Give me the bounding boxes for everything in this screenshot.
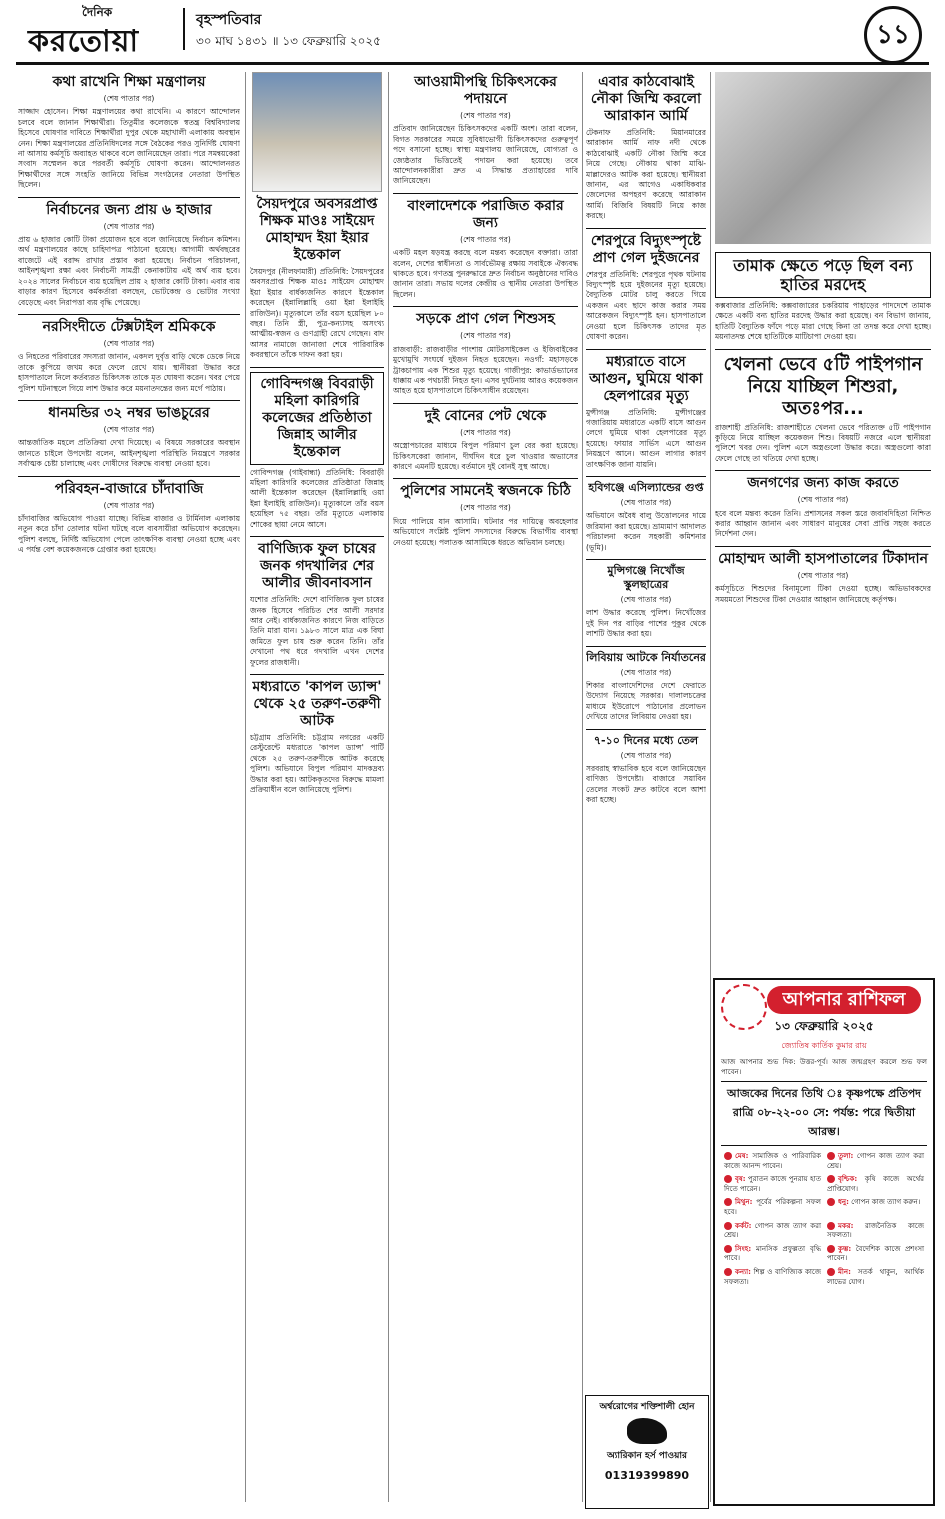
column-4 — [586, 72, 706, 1390]
zodiac-sign-icon — [827, 1222, 835, 1230]
ad-brand: অ্যারিকান হর্স পাওয়ার — [607, 1451, 687, 1461]
separator — [586, 729, 706, 730]
zodiac-sign-icon — [724, 1245, 732, 1253]
headline: গোবিন্দগঞ্জ বিবরাড়ী মহিলা কারিগরি কলেজের প্রতিষ্ঠাতা জিন্নাহ আলীর ইন্তেকাল — [250, 372, 384, 465]
obituary-portrait — [252, 72, 382, 192]
headline: ৭-১০ দিনের মধ্যে তেল — [593, 733, 699, 747]
headline: বাংলাদেশকে পরাজিত করার জন্য — [407, 197, 564, 231]
headline: নির্বাচনের জন্য প্রায় ৬ হাজার — [46, 201, 212, 218]
article-body: টেকনাফ প্রতিনিধি: মিয়ানমারের আরাকান আর্মি নাফ নদী থেকে কাঠবোঝাই একটি নৌকা জিম্মি করে নিয়ে গেছে। নৌকায় থাকা মাঝি-মাল্লাদেরও আটক করা হয়েছে। স্থানীয়রা জানান, এর আগেও একাধিকবার জেলেদের অপহরণ করেছে আরাকান আর্মি। বিজিবি বিষয়টি নিয়ে কাজ করছে। — [586, 128, 706, 221]
horoscope-sign — [824, 1173, 927, 1196]
headline: পরিবহন-বাজারে চাঁদাবাজি — [54, 480, 204, 497]
article-body: কর্মসূচিতে শিশুদের বিনামূল্যে টিকা দেওয়া হচ্ছে। অভিভাবকদের সময়মতো শিশুদের টিকা দেওয়ার আহ্বান জানিয়েছে কর্তৃপক্ষ। — [715, 584, 931, 604]
horoscope-sign — [721, 1150, 824, 1173]
masthead — [0, 0, 945, 62]
sign-name: মেষ: — [735, 1152, 749, 1160]
article-body: সরবরাহ স্বাভাবিক হবে বলে জানিয়েছেন বাণিজ্য উপদেষ্টা। বাজারে সয়াবিন তেলের সংকট দ্রুত কাটবে বলে আশা করা হচ্ছে। — [586, 764, 706, 805]
sign-name: মীন: — [838, 1267, 851, 1276]
ad-phone: 01319399890 — [604, 1469, 690, 1482]
article-body: একটি মহল ষড়যন্ত্র করছে বলে মন্তব্য করেছেন বক্তারা। তারা বলেন, দেশের স্বাধীনতা ও সার্বভৌমত্ব রক্ষায় সবাইকে ঐক্যবদ্ধ থাকতে হবে। গণতন্ত্র পুনরুদ্ধারে দ্রুত নির্বাচন অনুষ্ঠানের দাবিও জানান তারা। সভায় দলের কেন্দ্রীয় ও স্থানীয় নেতারা উপস্থিত ছিলেন। — [393, 248, 578, 299]
headline: আওয়ামীপন্থি চিকিৎসকের পদায়নে — [414, 74, 557, 107]
headline: হবিগঞ্জে এসিল্যান্ডের গুপ্ত — [588, 480, 704, 494]
article-body: লাশ উদ্ধার করেছে পুলিশ। নিখোঁজের দুই দিন পর বাড়ির পাশের পুকুর থেকে লাশটি উদ্ধার করা হয়। — [586, 608, 706, 639]
separator — [250, 536, 384, 537]
separator — [586, 228, 706, 229]
headline: পুলিশের সামনেই স্বজনকে চিঠি — [400, 483, 571, 500]
horoscope-sign — [824, 1150, 927, 1173]
masthead-date: ৩০ মাঘ ১৪৩১ ॥ ১৩ ফেব্রুয়ারি ২০২৫ — [196, 34, 381, 48]
article-body: কক্সবাজার প্রতিনিধি: কক্সবাজারের চকরিয়ায় পাহাড়ের পাদদেশে তামাক ক্ষেতে একটি বন্য হাতির মরদেহ উদ্ধার করা হয়েছে। বন বিভাগ জানায়, হাতিটি বৈদ্যুতিক ফাঁদে পড়ে মারা গেছে কিনা তা তদন্ত করে দেখা হচ্ছে। ময়নাতদন্ত শেষে হাতিটিকে মাটিচাপা দেওয়া হয়। — [715, 301, 931, 342]
headline: বাণিজ্যিক ফুল চাষের জনক গদখালির শের আলীর জীবনাবসান — [258, 541, 376, 592]
horoscope-sign — [721, 1220, 824, 1243]
separator — [393, 193, 578, 194]
separator — [586, 646, 706, 647]
headline: মধ্যরাতে বাসে আগুন, ঘুমিয়ে থাকা হেলপারের মৃত্যু — [589, 353, 703, 404]
article-body: গোবিন্দগঞ্জ (গাইবান্ধা) প্রতিনিধি: বিবরাড়ী মহিলা কারিগরি কলেজের প্রতিষ্ঠাতা জিন্নাহ আলী ইন্তেকাল করেছেন (ইন্নালিল্লাহি ওয়া ইন্না ইলাইহি রাজিউন)। মৃত্যুকালে তাঁর বয়স হয়েছিল ৭৫ বছর। তাঁর মৃত্যুতে এলাকায় শোকের ছায়া নেমে আসে। — [250, 467, 384, 529]
sign-text: শিল্প ও বাণিজ্যিক কাজে সফলতা। — [724, 1267, 821, 1286]
horoscope-signs — [715, 1150, 933, 1289]
separator — [586, 559, 706, 560]
zodiac-sign-icon — [724, 1268, 732, 1276]
sign-text: কৃষি কাজে অর্থের প্রাপ্তিযোগ। — [827, 1175, 924, 1193]
column-divider — [710, 72, 711, 1502]
sign-text: গোপন কাজ ত্যাগ করা শ্রেয়। — [724, 1221, 821, 1240]
continued-note: (শেষ পাতার পর) — [103, 424, 155, 434]
continued-note: (শেষ পাতার পর) — [460, 503, 511, 513]
newspaper-logo: করতোয়া — [28, 24, 140, 59]
zodiac-sign-icon — [724, 1222, 732, 1230]
horoscope-sign — [824, 1220, 927, 1243]
separator — [250, 674, 384, 675]
horoscope-sign — [824, 1266, 927, 1289]
masthead-divider — [183, 8, 185, 50]
zodiac-sign-icon — [827, 1175, 835, 1183]
headline: খেলনা ভেবে ৫টি পাইপগান নিয়ে যাচ্ছিল শিশুরা, অতঃপর... — [723, 353, 923, 419]
column-divider — [388, 72, 389, 1502]
advertisement — [585, 1395, 709, 1509]
continued-note: (শেষ পাতার পর) — [103, 221, 155, 231]
horoscope-date: ১৩ ফেব্রুয়ারি ২০২৫ — [774, 1019, 874, 1033]
sign-text: সামাজিক ও পারিবারিক কাজে আনন্দ পাবেন। — [724, 1152, 821, 1170]
column-divider — [245, 72, 246, 1502]
horoscope-author: জ্যোতিষ কার্তিক কুমার রায় — [781, 1041, 867, 1050]
ad-tagline: অর্শ্বরোগের শক্তিশালী হোন — [599, 1402, 695, 1412]
separator — [18, 197, 240, 198]
zodiac-sign-icon — [724, 1152, 732, 1160]
article-body: সাজ্জাদ হোসেন। শিক্ষা মন্ত্রণালয়ের কথা রাখেনি। এ কারণে আন্দোলন চলবে বলে জানান শিক্ষার্থীরা। তিতুমীর কলেজকে স্বতন্ত্র বিশ্ববিদ্যালয় হিসেবে ঘোষণার দাবিতে শিক্ষার্থীরা দুপুর থেকে মহাখালী এলাকায় অবস্থান নেন। শিক্ষা মন্ত্রণালয়ের প্রতিনিধিদলের সঙ্গে বৈঠকের পরও সুনির্দিষ্ট ঘোষণা না আসায় কর্মসূচি অব্যাহত থাকবে বলে জানিয়েছেন তারা। পরে সমন্বয়কেরা সংবাদ সম্মেলন করে পরবর্তী কর্মসূচি ঘোষণা করেন। আন্দোলনরত শিক্ষার্থীদের সঙ্গে সংহতি জানিয়ে বিভিন্ন সংগঠনের নেতারা উপস্থিত ছিলেন। — [18, 107, 240, 190]
sign-name: ধনু: — [838, 1198, 849, 1207]
zodiac-sign-icon — [827, 1198, 835, 1206]
sign-name: মকর: — [838, 1221, 854, 1230]
column-divider — [582, 72, 583, 1502]
separator — [586, 476, 706, 477]
horoscope-box — [713, 978, 935, 1506]
headline: দুই বোনের পেট থেকে — [424, 407, 547, 424]
sign-name: তুলা: — [838, 1152, 854, 1160]
sign-text: রাজনৈতিক কাজে সফলতা। — [827, 1221, 924, 1240]
sign-name: মিথুন: — [735, 1198, 753, 1207]
separator — [18, 476, 240, 477]
separator — [715, 470, 931, 471]
sign-name: বৃষ: — [735, 1175, 746, 1184]
column-5 — [715, 250, 931, 972]
horoscope-title: আপনার রাশিফল — [767, 986, 921, 1014]
sign-text: সতর্ক থাকুন, আর্থিক লাভের যোগ। — [827, 1267, 924, 1286]
sign-text: বৈদেশিক কাজে প্রশংসা পাবেন। — [827, 1244, 924, 1263]
continued-note: (শেষ পাতার পর) — [460, 234, 511, 244]
continued-note: (শেষ পাতার পর) — [620, 750, 672, 760]
continued-note: (শেষ পাতার পর) — [797, 495, 849, 505]
continued-note: (শেষ পাতার পর) — [620, 594, 672, 604]
article-body: ও নিহতের পরিবারের সদস্যরা জানান, একদল দুর্বৃত্ত বাড়ি থেকে ডেকে নিয়ে তাকে কুপিয়ে জখম করে ফেলে রেখে যায়। স্থানীয়রা উদ্ধার করে হাসপাতালে নিলে কর্তব্যরত চিকিৎসক তাকে মৃত ঘোষণা করেন। খবর পেয়ে পুলিশ ঘটনাস্থলে গিয়ে লাশ উদ্ধার করে ময়নাতদন্তের জন্য মর্গে পাঠায়। — [18, 352, 240, 393]
article-body: সৈয়দপুর (নীলফামারী) প্রতিনিধি: সৈয়দপুরের অবসরপ্রাপ্ত শিক্ষক মাওঃ সাইয়েদ মোহাম্মদ ইয়া ইয়ার বার্ধক্যজনিত কারণে ইন্তেকাল করেছেন (ইন্নালিল্লাহি ওয়া ইন্না ইলাইহি রাজিউন)। মৃত্যুকালে তাঁর বয়স হয়েছিল ৮০ বছর। তিনি স্ত্রী, পুত্র-কন্যাসহ অসংখ্য আত্মীয়-স্বজন ও গুণগ্রাহী রেখে গেছেন। বাদ আসর নামাজে জানাজা শেষে পারিবারিক কবরস্থানে তাঁকে দাফন করা হয়। — [250, 267, 384, 360]
headline: জনগণের জন্য কাজ করতে — [747, 475, 899, 492]
horoscope-sign — [721, 1243, 824, 1266]
sign-name: বৃশ্চিক: — [838, 1175, 858, 1184]
separator — [393, 478, 578, 479]
column-3 — [393, 72, 578, 1502]
sign-text: গোপন কাজ ত্যাগ করা শ্রেয়। — [827, 1152, 924, 1170]
article-body: রাজশাহী প্রতিনিধি: রাজশাহীতে খেলনা ভেবে পরিত্যক্ত ৫টি পাইপগান কুড়িয়ে নিয়ে যাচ্ছিল কয়েকজন শিশু। বিষয়টি নজরে এলে স্থানীয়রা পুলিশে খবর দেন। পুলিশ এসে অস্ত্রগুলো উদ্ধার করে। অস্ত্রগুলো কারা ফেলে গেছে তা খতিয়ে দেখা হচ্ছে। — [715, 422, 931, 463]
continued-note: (শেষ পাতার পর) — [620, 497, 672, 507]
zodiac-sign-icon — [724, 1198, 732, 1206]
headline: মধ্যরাতে 'কাপল ড্যান্স' থেকে ২৫ তরুণ-তরুণী আটক — [252, 678, 382, 729]
horoscope-sign — [824, 1196, 927, 1219]
article-body: যশোর প্রতিনিধি: দেশে বাণিজ্যিক ফুল চাষের জনক হিসেবে পরিচিত শের আলী সরদার আর নেই। বার্ধক্যজনিত কারণে নিজ বাড়িতে তিনি মারা যান। ১৯৮৩ সালে মাত্র এক বিঘা জমিতে ফুল চাষ শুরু করেন তিনি। তাঁর দেখানো পথ ধরে গদখালি এখন দেশের ফুলের রাজধানী। — [250, 595, 384, 667]
headline: তামাক ক্ষেতে পড়ে ছিল বন্য হাতির মরদেহ — [715, 252, 931, 298]
continued-note: (শেষ পাতার পর) — [620, 667, 672, 677]
continued-note: (শেষ পাতার পর) — [460, 111, 511, 120]
headline: শেরপুরে বিদ্যুৎস্পৃষ্টে প্রাণ গেল দুইজনের — [590, 232, 702, 266]
sign-name: কুম্ভ: — [838, 1244, 852, 1253]
continued-note: (শেষ পাতার পর) — [460, 331, 511, 341]
article-body: শিকার বাংলাদেশিদের দেশে ফেরাতে উদ্যোগ নিয়েছে সরকার। দালালচক্রের মাধ্যমে ইউরোপে পাঠানোর প্রলোভন দেখিয়ে তাদের লিবিয়ায় নেওয়া হয়। — [586, 681, 706, 722]
sign-name: কর্কট: — [735, 1221, 752, 1230]
continued-note: (শেষ পাতার পর) — [103, 94, 155, 103]
column-2 — [250, 72, 384, 1502]
zodiac-sign-icon — [827, 1268, 835, 1276]
headline: ধানমন্ডির ৩২ নম্বর ভাঙচুরের — [48, 404, 210, 421]
article-body: অভিযানে অবৈধ বালু উত্তোলনের দায়ে জরিমানা করা হয়েছে। ভ্রাম্যমাণ আদালত পরিচালনা করেন সহকারী কমিশনার (ভূমি)। — [586, 511, 706, 552]
article-body: চাঁদাবাজির অভিযোগ পাওয়া যাচ্ছে। বিভিন্ন বাজার ও টার্মিনাল এলাকায় নতুন করে চাঁদা তোলার ঘটনা ঘটছে বলে ব্যবসায়ীরা অভিযোগ করেছেন। পুলিশ বলছে, নির্দিষ্ট অভিযোগ পেলে তাৎক্ষণিক ব্যবস্থা নেওয়া হচ্ছে এবং এ পর্যন্ত বেশ কয়েকজনকে গ্রেপ্তার করা হয়েছে। — [18, 513, 240, 555]
horoscope-sign — [721, 1266, 824, 1289]
separator — [586, 349, 706, 350]
sign-text: পূর্বের পরিকল্পনা সফল হবে। — [724, 1198, 821, 1216]
zodiac-wheel-icon — [721, 984, 767, 1030]
article-body: রাজবাড়ী: রাজবাড়ীর পাংশায় মোটরসাইকেল ও ইজিবাইকের মুখোমুখি সংঘর্ষে দুইজন নিহত হয়েছেন। নওগাঁ: মহাসড়কে ট্রাকচাপায় এক শিশুর মৃত্যু হয়েছে। গাজীপুর: কাভার্ডভ্যানের ধাক্কায় এক পথচারী নিহত হন। এসব দুর্ঘটনায় আরও কয়েকজন আহত হয়ে হাসপাতালে চিকিৎসাধীন রয়েছেন। — [393, 344, 578, 396]
headline: মুন্সিগঞ্জে নিখোঁজ স্কুলছাত্রের — [607, 563, 685, 591]
article-body: হবে বলে মন্তব্য করেন তিনি। প্রশাসনের সকল স্তরে জবাবদিহিতা নিশ্চিত করার আহ্বান জানান এবং সাধারণ মানুষের সেবা প্রাপ্তি সহজ করতে নির্দেশনা দেন। — [715, 508, 931, 539]
masthead-day: বৃহস্পতিবার — [196, 12, 262, 28]
article-body: আন্তর্জাতিক মহলে প্রতিক্রিয়া দেখা দিয়েছে। এ বিষয়ে সরকারের অবস্থান জানতে চাইলে উপদেষ্টা বলেন, আইনশৃঙ্খলা পরিস্থিতি নিয়ন্ত্রণে সরকার সর্বাত্মক চেষ্টা চালাচ্ছে এবং দোষীদের বিরুদ্ধে ব্যবস্থা নেওয়া হবে। — [18, 438, 240, 469]
article-body: মুন্সীগঞ্জ প্রতিনিধি: মুন্সীগঞ্জের গজারিয়ায় মধ্যরাতে একটি বাসে আগুন লেগে ঘুমিয়ে থাকা হেলপারের মৃত্যু হয়েছে। ফায়ার সার্ভিস এসে আগুন নিয়ন্ত্রণে আনে। আগুন লাগার কারণ তাৎক্ষণিক জানা যায়নি। — [586, 407, 706, 469]
horoscope-sign — [824, 1243, 927, 1266]
column-1 — [18, 72, 240, 1502]
article-body: প্রায় ৬ হাজার কোটি টাকা প্রয়োজন হবে বলে জানিয়েছে নির্বাচন কমিশন। অর্থ মন্ত্রণালয়ের কাছে চাহিদাপত্র পাঠানো হয়েছে। আগামী অর্থবছরের বাজেটে এই বরাদ্দ রাখার প্রস্তাব করা হয়েছে। নির্বাচন পরিচালনা, আইনশৃঙ্খলা রক্ষা এবং নির্বাচনী সামগ্রী কেনাকাটায় এই অর্থ ব্যয় হবে। ২০২৪ সালের নির্বাচনে ব্যয় হয়েছিল প্রায় ২ হাজার কোটি টাকা। এবার ব্যয় বাড়ার কারণ হিসেবে কর্মকর্তারা বলছেন, ভোটকেন্দ্র ও ভোটার সংখ্যা বেড়েছে এবং নিরাপত্তা ব্যয় বৃদ্ধি পেয়েছে। — [18, 235, 240, 307]
separator — [250, 367, 384, 368]
headline: সড়কে প্রাণ গেল শিশুসহ — [416, 311, 555, 328]
masthead-small-title: দৈনিক — [82, 5, 113, 19]
continued-note: (শেষ পাতার পর) — [103, 500, 155, 510]
page-number: ১১ — [864, 6, 922, 64]
horoscope-tithi: আজকের দিনের তিথি ঃ কৃষ্ণপক্ষে প্রতিপদ রাত্রি ০৮-২২-০০ সে: পর্যন্ত: পরে দ্বিতীয়া আরম্ভ। — [721, 1081, 927, 1146]
horoscope-intro: আজ আপনার শুভ দিক: উত্তর-পূর্ব। আজ জন্মগ্রহণ করলে শুভ ফল পাবেন। — [721, 1058, 927, 1076]
separator — [18, 400, 240, 401]
zodiac-sign-icon — [827, 1245, 835, 1253]
sign-name: কন্যা: — [735, 1267, 751, 1276]
headline: সৈয়দপুরে অবসরপ্রাপ্ত শিক্ষক মাওঃ সাইয়েদ মোহাম্মদ ইয়া ইয়ার ইন্তেকাল — [256, 196, 378, 263]
zodiac-sign-icon — [724, 1175, 732, 1183]
sign-text: মানসিক প্রফুল্লতা বৃদ্ধি পাবে। — [724, 1244, 821, 1263]
separator — [18, 314, 240, 315]
headline: এবার কাঠবোঝাই নৌকা জিম্মি করলো আরাকান আর্মি — [590, 74, 702, 124]
article-body: শেরপুর প্রতিনিধি: শেরপুরে পৃথক ঘটনায় বিদ্যুৎস্পৃষ্ট হয়ে দুইজনের মৃত্যু হয়েছে। বৈদ্যুতিক মোটর চালু করতে গিয়ে একজন এবং ছাদে কাজ করার সময় আরেকজন বিদ্যুৎস্পৃষ্ট হন। হাসপাতালে নেওয়া হলে চিকিৎসক তাদের মৃত ঘোষণা করেন। — [586, 269, 706, 342]
separator — [715, 349, 931, 350]
continued-note: (শেষ পাতার পর) — [103, 338, 155, 348]
separator — [715, 546, 931, 547]
zodiac-sign-icon — [827, 1152, 835, 1160]
sign-text: পুরাতন কাজে পুনরায় হাত দিতে পারেন। — [724, 1175, 821, 1193]
sign-text: গোপন কাজ ত্যাগ করুন। — [848, 1198, 921, 1207]
horoscope-sign — [721, 1196, 824, 1219]
headline: কথা রাখেনি শিক্ষা মন্ত্রণালয় — [52, 74, 206, 90]
article-body: চট্টগ্রাম প্রতিনিধি: চট্টগ্রাম নগরের একটি রেস্টুরেন্টে মধ্যরাতে 'কাপল ড্যান্স' পার্টি থেকে ২৫ তরুণ-তরুণীকে আটক করেছে পুলিশ। অভিযানে বিপুল পরিমাণ মাদকদ্রব্য উদ্ধার করা হয়। আটককৃতদের বিরুদ্ধে মামলা প্রক্রিয়াধীন বলে জানিয়েছে পুলিশ। — [250, 732, 384, 794]
article-body: দিয়ে পালিয়ে যান আসামি। ঘটনার পর দায়িত্বে অবহেলার অভিযোগে সংশ্লিষ্ট পুলিশ সদস্যদের বিরুদ্ধে বিভাগীয় ব্যবস্থা নেওয়া হয়েছে। পলাতক আসামিকে ধরতে অভিযান চলছে। — [393, 516, 578, 547]
headline: নরসিংদীতে টেক্সটাইল শ্রমিককে — [42, 318, 216, 335]
article-body: প্রতিবাদ জানিয়েছেন চিকিৎসকদের একটি অংশ। তারা বলেন, বিগত সরকারের সময়ে সুবিধাভোগী চিকিৎসকদের গুরুত্বপূর্ণ পদে বসানো হচ্ছে। স্বাস্থ্য মন্ত্রণালয় জানিয়েছে, যোগ্যতা ও জ্যেষ্ঠতার ভিত্তিতেই পদায়ন করা হয়েছে। তবে আন্দোলনকারীরা দ্রুত এ সিদ্ধান্ত প্রত্যাহারের দাবি জানিয়েছেন। — [393, 124, 578, 186]
continued-note: (শেষ পাতার পর) — [797, 570, 849, 580]
separator — [393, 306, 578, 307]
separator — [393, 403, 578, 404]
elephant-photo — [715, 72, 931, 244]
sign-name: সিংহ: — [735, 1244, 752, 1253]
headline: লিবিয়ায় আটকে নির্যাতনের — [586, 650, 706, 664]
horse-icon — [627, 1418, 667, 1444]
headline: মোহাম্মদ আলী হাসপাতালের টিকাদান — [718, 550, 928, 567]
article-body: অস্ত্রোপচারের মাধ্যমে বিপুল পরিমাণ চুল বের করা হয়েছে। চিকিৎসকেরা জানান, দীর্ঘদিন ধরে চুল খাওয়ার অভ্যাসের কারণে এমনটি হয়েছে। বর্তমানে দুই বোনই সুস্থ আছে। — [393, 441, 578, 471]
continued-note: (শেষ পাতার পর) — [460, 427, 511, 437]
horoscope-sign — [721, 1173, 824, 1196]
masthead-rule — [16, 62, 929, 65]
